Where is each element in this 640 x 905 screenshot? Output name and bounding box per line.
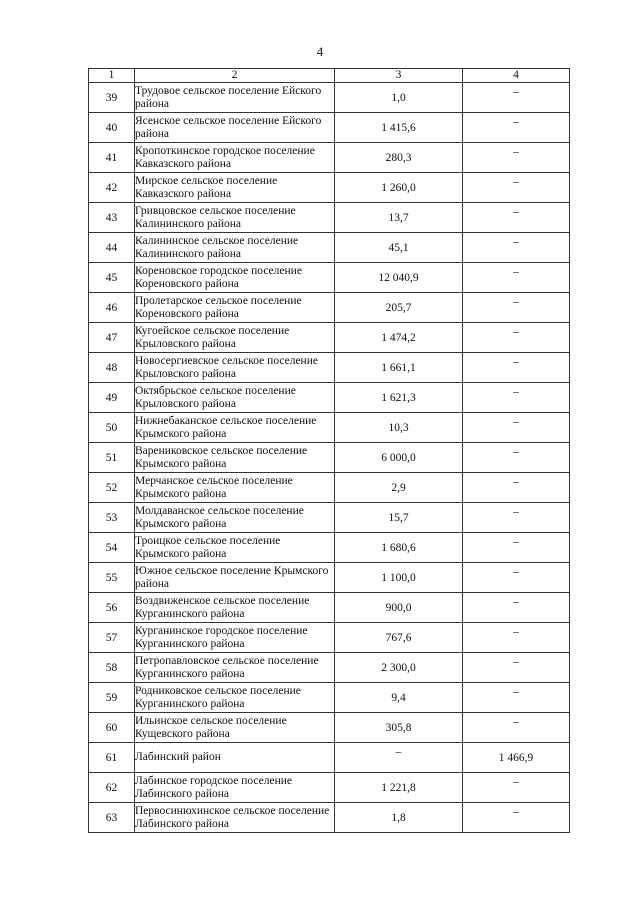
- row-value-col3: 1 221,8: [335, 773, 463, 803]
- row-value-col4: 1 466,9: [463, 743, 570, 773]
- table-row: [89, 353, 570, 383]
- dash-mark: –: [513, 775, 519, 788]
- row-value-col4: [463, 203, 570, 233]
- row-value-col3: 1 100,0: [335, 563, 463, 593]
- row-value-col4: [463, 803, 570, 833]
- row-value-col4: [463, 503, 570, 533]
- row-number: 51: [89, 443, 135, 473]
- row-number: 45: [89, 263, 135, 293]
- dash-mark: –: [395, 745, 402, 758]
- row-number: 47: [89, 323, 135, 353]
- header-row: [89, 69, 570, 83]
- row-number: 58: [89, 653, 135, 683]
- row-value-col3: 10,3: [335, 413, 463, 443]
- row-name: Мирское сельское поселение Кавказского района: [135, 173, 335, 203]
- table-row: [89, 683, 570, 713]
- row-value-col4: [463, 293, 570, 323]
- row-number: 40: [89, 113, 135, 143]
- row-value-col3: 1,0: [335, 83, 463, 113]
- row-name: Воздвиженское сельское поселение Курганинского района: [135, 593, 335, 623]
- row-value-col4: [463, 143, 570, 173]
- table-row: [89, 713, 570, 743]
- row-value-col4: [463, 653, 570, 683]
- row-value-col4: [463, 173, 570, 203]
- dash-mark: –: [513, 505, 519, 518]
- row-value-col4: [463, 353, 570, 383]
- row-value-col3: 1,8: [335, 803, 463, 833]
- row-number: 57: [89, 623, 135, 653]
- row-number: 50: [89, 413, 135, 443]
- table-row: [89, 593, 570, 623]
- row-name: Южное сельское поселение Крымского района: [135, 563, 335, 593]
- row-value-col4: [463, 323, 570, 353]
- row-value-col3: 13,7: [335, 203, 463, 233]
- row-name: Трудовое сельское поселение Ейского района: [135, 83, 335, 113]
- row-number: 56: [89, 593, 135, 623]
- dash-mark: –: [513, 325, 519, 338]
- data-table: [88, 68, 570, 833]
- row-value-col4: [463, 623, 570, 653]
- row-value-col3: 6 000,0: [335, 443, 463, 473]
- dash-mark: –: [513, 445, 519, 458]
- row-name: Ясенское сельское поселение Ейского района: [135, 113, 335, 143]
- table-row: [89, 653, 570, 683]
- row-value-col4: [463, 473, 570, 503]
- row-number: 46: [89, 293, 135, 323]
- row-value-col3: 1 415,6: [335, 113, 463, 143]
- row-number: 62: [89, 773, 135, 803]
- header-col-3: 3: [335, 69, 463, 83]
- row-value-col3: 205,7: [335, 293, 463, 323]
- table-row: [89, 293, 570, 323]
- row-value-col3: 12 040,9: [335, 263, 463, 293]
- dash-mark: –: [513, 175, 519, 188]
- row-name: Ильинское сельское поселение Кущевского района: [135, 713, 335, 743]
- header-col-4: 4: [463, 69, 570, 83]
- dash-mark: –: [513, 385, 519, 398]
- dash-mark: –: [513, 205, 519, 218]
- row-name: Октябрьское сельское поселение Крыловского района: [135, 383, 335, 413]
- dash-mark: –: [513, 235, 519, 248]
- dash-mark: –: [513, 595, 519, 608]
- row-value-col3: 1 260,0: [335, 173, 463, 203]
- row-number: 63: [89, 803, 135, 833]
- row-value-col4: [463, 593, 570, 623]
- row-value-col3: 15,7: [335, 503, 463, 533]
- dash-mark: –: [513, 85, 519, 98]
- table-row: [89, 143, 570, 173]
- table-row: [89, 383, 570, 413]
- row-name: Нижнебаканское сельское поселение Крымского района: [135, 413, 335, 443]
- row-value-col4: [463, 263, 570, 293]
- dash-mark: –: [513, 655, 519, 668]
- row-value-col3: [335, 743, 463, 773]
- table-row: [89, 203, 570, 233]
- table-row: [89, 83, 570, 113]
- table-row: [89, 323, 570, 353]
- row-value-col3: 1 621,3: [335, 383, 463, 413]
- table-row: [89, 563, 570, 593]
- dash-mark: –: [513, 625, 519, 638]
- row-value-col4: [463, 533, 570, 563]
- dash-mark: –: [513, 805, 519, 818]
- header-col-2: 2: [135, 69, 335, 83]
- row-name: Калининское сельское поселение Калининского района: [135, 233, 335, 263]
- row-number: 42: [89, 173, 135, 203]
- dash-mark: –: [513, 115, 519, 128]
- row-value-col4: [463, 413, 570, 443]
- row-number: 61: [89, 743, 135, 773]
- table-row: [89, 803, 570, 833]
- row-value-col3: 9,4: [335, 683, 463, 713]
- row-name: Кореновское городское поселение Кореновского района: [135, 263, 335, 293]
- table-row: [89, 503, 570, 533]
- dash-mark: –: [513, 715, 519, 728]
- row-value-col3: 280,3: [335, 143, 463, 173]
- row-number: 53: [89, 503, 135, 533]
- row-name: Мерчанское сельское поселение Крымского района: [135, 473, 335, 503]
- row-value-col3: 900,0: [335, 593, 463, 623]
- row-number: 43: [89, 203, 135, 233]
- row-value-col4: [463, 443, 570, 473]
- row-number: 55: [89, 563, 135, 593]
- dash-mark: –: [513, 145, 519, 158]
- dash-mark: –: [513, 295, 519, 308]
- row-value-col4: [463, 563, 570, 593]
- row-name: Гривцовское сельское поселение Калининского района: [135, 203, 335, 233]
- row-name: Кугоейское сельское поселение Крыловского района: [135, 323, 335, 353]
- table-row: [89, 113, 570, 143]
- dash-mark: –: [513, 565, 519, 578]
- row-name: Курганинское городское поселение Курганинского района: [135, 623, 335, 653]
- row-value-col3: 767,6: [335, 623, 463, 653]
- row-name: Троицкое сельское поселение Крымского района: [135, 533, 335, 563]
- row-value-col3: 2 300,0: [335, 653, 463, 683]
- row-value-col4: [463, 683, 570, 713]
- row-value-col3: 2,9: [335, 473, 463, 503]
- row-value-col4: [463, 113, 570, 143]
- table-row: [89, 533, 570, 563]
- table-body: [89, 83, 570, 833]
- dash-mark: –: [513, 535, 519, 548]
- table-row: [89, 443, 570, 473]
- dash-mark: –: [513, 685, 519, 698]
- table-row: [89, 743, 570, 773]
- row-value-col4: [463, 233, 570, 263]
- row-name: Первосинюхинское сельское поселение Лабинского района: [135, 803, 335, 833]
- row-number: 49: [89, 383, 135, 413]
- row-number: 59: [89, 683, 135, 713]
- row-name: Лабинский район: [135, 743, 335, 773]
- row-value-col3: 305,8: [335, 713, 463, 743]
- row-name: Варениковское сельское поселение Крымского района: [135, 443, 335, 473]
- row-value-col4: [463, 713, 570, 743]
- dash-mark: –: [513, 265, 519, 278]
- row-name: Новосергиевское сельское поселение Крыловского района: [135, 353, 335, 383]
- row-number: 52: [89, 473, 135, 503]
- row-number: 39: [89, 83, 135, 113]
- table-row: [89, 413, 570, 443]
- dash-mark: –: [513, 475, 519, 488]
- row-number: 60: [89, 713, 135, 743]
- table-row: [89, 173, 570, 203]
- row-name: Петропавловское сельское поселение Курганинского района: [135, 653, 335, 683]
- row-value-col3: 1 474,2: [335, 323, 463, 353]
- row-value-col3: 1 661,1: [335, 353, 463, 383]
- table-row: [89, 233, 570, 263]
- table-row: [89, 623, 570, 653]
- row-name: Кропоткинское городское поселение Кавказского района: [135, 143, 335, 173]
- row-value-col4: [463, 773, 570, 803]
- dash-mark: –: [513, 355, 519, 368]
- row-name: Родниковское сельское поселение Курганинского района: [135, 683, 335, 713]
- row-value-col3: 45,1: [335, 233, 463, 263]
- row-value-col4: [463, 383, 570, 413]
- row-name: Пролетарское сельское поселение Кореновского района: [135, 293, 335, 323]
- header-col-1: 1: [89, 69, 135, 83]
- row-value-col3: 1 680,6: [335, 533, 463, 563]
- row-value-col4: [463, 83, 570, 113]
- row-number: 44: [89, 233, 135, 263]
- table-row: [89, 263, 570, 293]
- row-name: Молдаванское сельское поселение Крымского района: [135, 503, 335, 533]
- dash-mark: –: [513, 415, 519, 428]
- row-number: 41: [89, 143, 135, 173]
- row-name: Лабинское городское поселение Лабинского района: [135, 773, 335, 803]
- table-row: [89, 473, 570, 503]
- table-row: [89, 773, 570, 803]
- row-number: 54: [89, 533, 135, 563]
- row-number: 48: [89, 353, 135, 383]
- page-number: 4: [316, 44, 324, 59]
